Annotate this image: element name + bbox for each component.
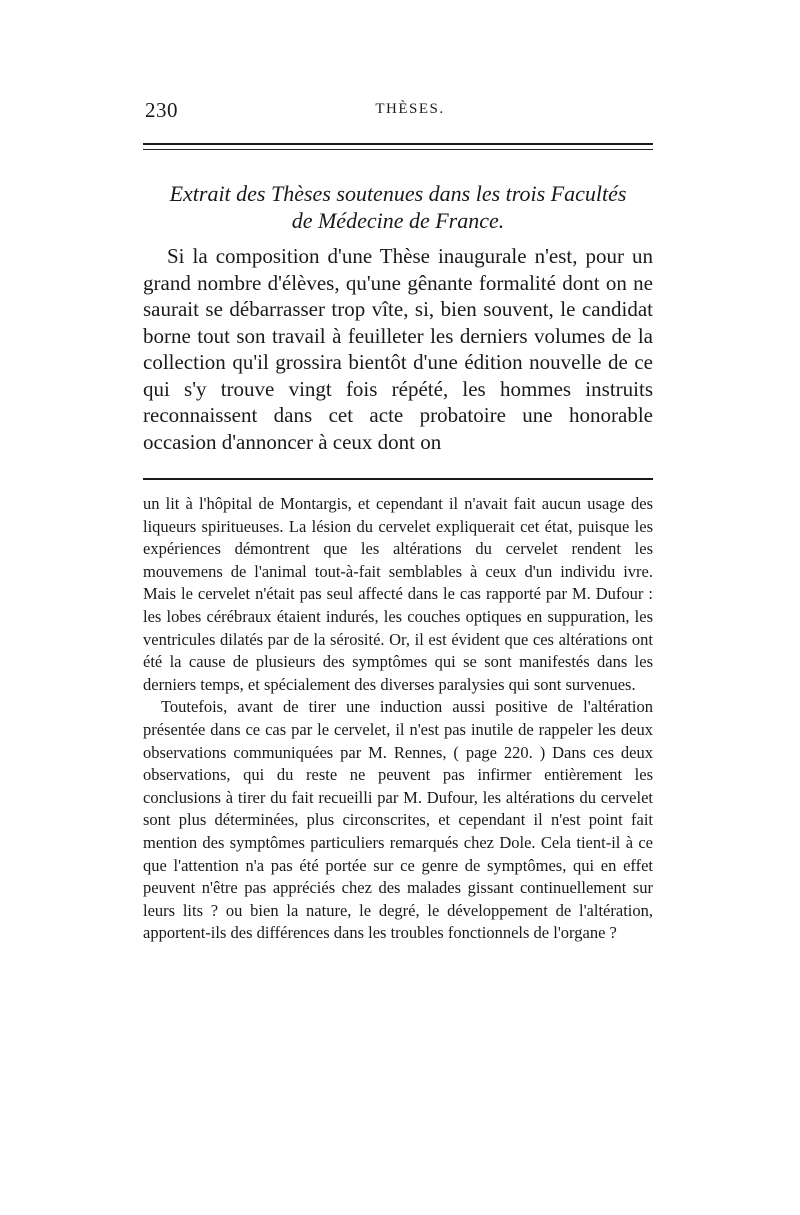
section-title-line-1: Extrait des Thèses soutenues dans les trois Facultés bbox=[169, 181, 627, 206]
header-rule-thin bbox=[143, 149, 653, 150]
section-title bbox=[143, 180, 653, 234]
running-head: THÈSES. bbox=[375, 101, 445, 117]
page-number: 230 bbox=[145, 98, 178, 122]
main-paragraph: Si la composition d'une Thèse inaugurale n'est, pour un grand nombre d'élèves, qu'une gênante formalité dont on ne saurait se débarrasser trop vîte, si, bien souvent, le candidat borne tout son travail à feuilleter les derniers volumes de la collection qu'il grossira bientôt d'une édition nouvelle de ce qui s'y trouve vingt fois répété, les hommes instruits reconnaissent dans cet acte probatoire une honorable occasion d'annoncer à ceux dont on bbox=[143, 244, 653, 454]
footnote-rule bbox=[143, 478, 653, 480]
section-title-line-2: de Médecine de France. bbox=[291, 208, 505, 233]
footnote-paragraph-2: Toutefois, avant de tirer une induction aussi positive de l'altération présentée dans ce cas par le cervelet, il n'est pas inutile de rappeler les deux observations communiquées par M. Rennes, ( page 220. ) Dans ces deux observations, qui du reste ne peuvent pas infirmer entièrement les conclusions à tirer du fait recueilli par M. Dufour, les altérations du cervelet sont plus déterminées, plus circonscrites, et cependant il n'est point fait mention des symptômes particuliers remarqués chez Dole. Cela tient-il à ce que l'attention n'a pas été portée sur ce genre de symptômes, qui en effet peuvent n'être pas appréciés chez des malades gissant continuellement sur leurs lits ? ou bien la nature, le degré, le développement de l'altération, apportent-ils des différences dans les troubles fonctionnels de l'organe ? bbox=[143, 697, 653, 943]
footnote bbox=[143, 493, 653, 945]
header-rule-thick bbox=[143, 143, 653, 145]
footnote-paragraph-1: un lit à l'hôpital de Montargis, et cependant il n'avait fait aucun usage des liqueurs spiritueuses. La lésion du cervelet expliquerait cet état, puisque les expériences démontrent que les altérations du cervelet rendent les mouvemens de l'animal tout-à-fait semblables à ceux d'un individu ivre. Mais le cervelet n'était pas seul affecté dans le cas rapporté par M. Dufour : les lobes cérébraux étaient indurés, les couches optiques en suppuration, les ventricules dilatés par de la sérosité. Or, il est évident que ces altérations ont été la cause de plusieurs des symptômes qui se sont manifestés dans les derniers temps, et spécialement des diverses paralysies qui sont survenues. bbox=[143, 494, 653, 694]
